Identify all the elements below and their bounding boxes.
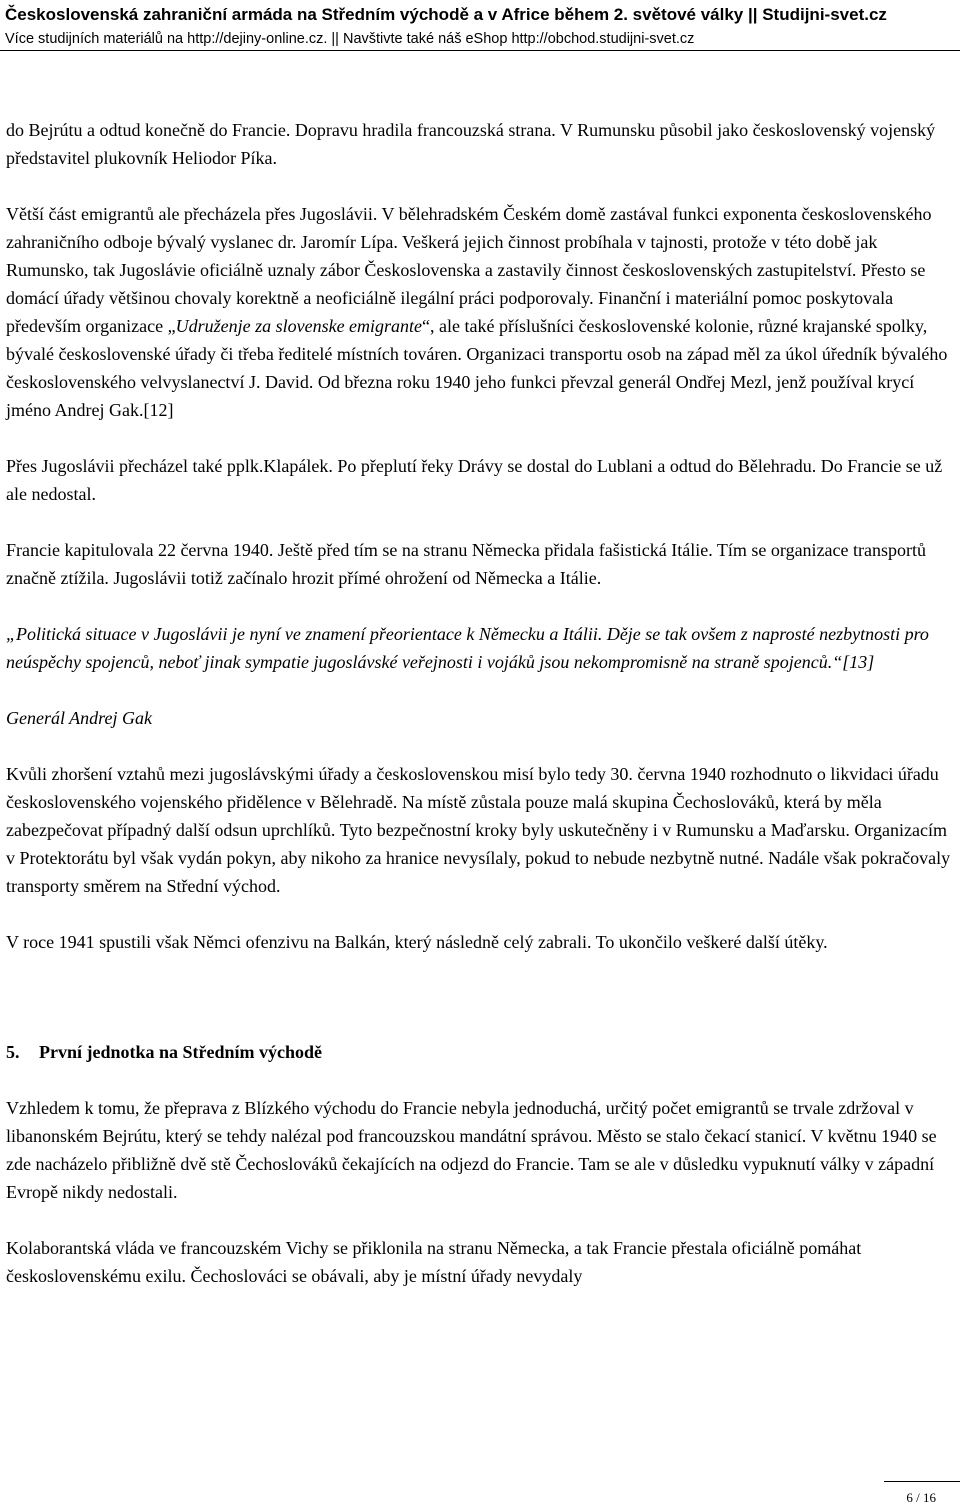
footer-divider bbox=[884, 1481, 960, 1482]
page-number: 6 / 16 bbox=[906, 1490, 936, 1505]
paragraph: Vzhledem k tomu, že přeprava z Blízkého východu do Francie nebyla jednoduchá, určitý počet emigrantů se trvale zdržoval v libanonském Bejrútu, který se tehdy nalézal pod francouzskou mandátní správou. Město se stalo čekací stanicí. V květnu 1940 se zde nacházelo přibližně dvě stě Čechoslováků čekajících na odjezd do Francie. Tam se ale v důsledku vypuknutí války v západní Evropě nikdy nedostali. bbox=[6, 1098, 937, 1202]
paragraph: Kvůli zhoršení vztahů mezi jugoslávskými úřady a československou misí bylo tedy 30. června 1940 rozhodnuto o likvidaci úřadu československého vojenského přidělence v Bělehradě. Na místě zůstala pouze malá skupina Čechoslováků, která by měla zabezpečovat případný další odsun uprchlíků. Tyto bezpečnostní kroky byly uskutečněny i v Rumunsku a Maďarsku. Organizacím v Protektorátu byl však vydán pokyn, aby nikoho za hranice nevysílaly, pokud to nebude nezbytně nutné. Nadále však pokračovaly transporty směrem na Střední východ. bbox=[6, 764, 951, 896]
image-caption: Generál Andrej Gak bbox=[6, 708, 152, 728]
quote: „Politická situace v Jugoslávii je nyní ve znamení přeorientace k Německu a Itálii. Děje se tak ovšem z naprosté nezbytnosti pro neúspěchy spojenců, neboť jinak sympatie jugoslávské veřejnosti i vojáků jsou nekompromisně na straně spojenců.“[13] bbox=[6, 624, 929, 672]
section-title: První jednotka na Středním východě bbox=[39, 1042, 323, 1062]
page-header bbox=[5, 2, 955, 50]
header-title: Československá zahraniční armáda na Středním východě a v Africe během 2. světové války || Studijni-svet.cz bbox=[5, 5, 887, 24]
paragraph-text: Větší část emigrantů ale přecházela přes Jugoslávii. V bělehradském Českém domě zastával funkci exponenta československého zahraničního odboje bývalý vyslanec dr. Jaromír Lípa. Veškerá jejich činnost probíhala v tajnosti, protože v této době jak Rumunsko, tak Jugoslávie oficiálně uznaly zábor Československa a zastavily činnost československých zastupitelství. Přesto se domácí úřady většinou chovaly korektně a neoficiálně ilegální práci podporovaly. Finanční i materiální pomoc poskytovala především organizace „ bbox=[6, 204, 932, 336]
header-divider bbox=[0, 50, 960, 51]
paragraph: Kolaborantská vláda ve francouzském Vichy se přiklonila na stranu Německa, a tak Francie přestala oficiálně pomáhat československému exilu. Čechoslováci se obávali, aby je místní úřady nevydaly bbox=[6, 1238, 862, 1286]
paragraph: Přes Jugoslávii přecházel také pplk.Klapálek. Po přeplutí řeky Drávy se dostal do Lublani a odtud do Bělehradu. Do Francie se už ale nedostal. bbox=[6, 456, 943, 504]
organization-name: Udruženje za slovenske emigrante bbox=[175, 316, 423, 336]
section-number: 5. bbox=[6, 1042, 20, 1062]
section-heading bbox=[6, 1038, 954, 1066]
document-body bbox=[6, 116, 954, 1290]
paragraph: Francie kapitulovala 22 června 1940. Ještě před tím se na stranu Německa přidala fašistická Itálie. Tím se organizace transportů značně ztížila. Jugoslávii totiž začínalo hrozit přímé ohrožení od Německa a Itálie. bbox=[6, 540, 927, 588]
header-subtitle: Více studijních materiálů na http://dejiny-online.cz. || Navštivte také náš eShop http://obchod.studijni-svet.cz bbox=[5, 31, 695, 47]
paragraph: V roce 1941 spustili však Němci ofenzivu na Balkán, který následně celý zabrali. To ukončilo veškeré další útěky. bbox=[6, 932, 828, 952]
paragraph bbox=[6, 200, 954, 424]
paragraph-text: “, ale také příslušníci československé kolonie, různé krajanské spolky, bývalé československé úřady či třeba ředitelé místních továren. Organizaci transportu osob na západ měl za úkol úředník bývalého československého velvyslanectví J. David. Od března roku 1940 jeho funkci převzal generál Ondřej Mezl, jenž používal krycí jméno Andrej Gak.[12] bbox=[6, 316, 948, 420]
paragraph: do Bejrútu a odtud konečně do Francie. Dopravu hradila francouzská strana. V Rumunsku působil jako československý vojenský představitel plukovník Heliodor Píka. bbox=[6, 120, 936, 168]
